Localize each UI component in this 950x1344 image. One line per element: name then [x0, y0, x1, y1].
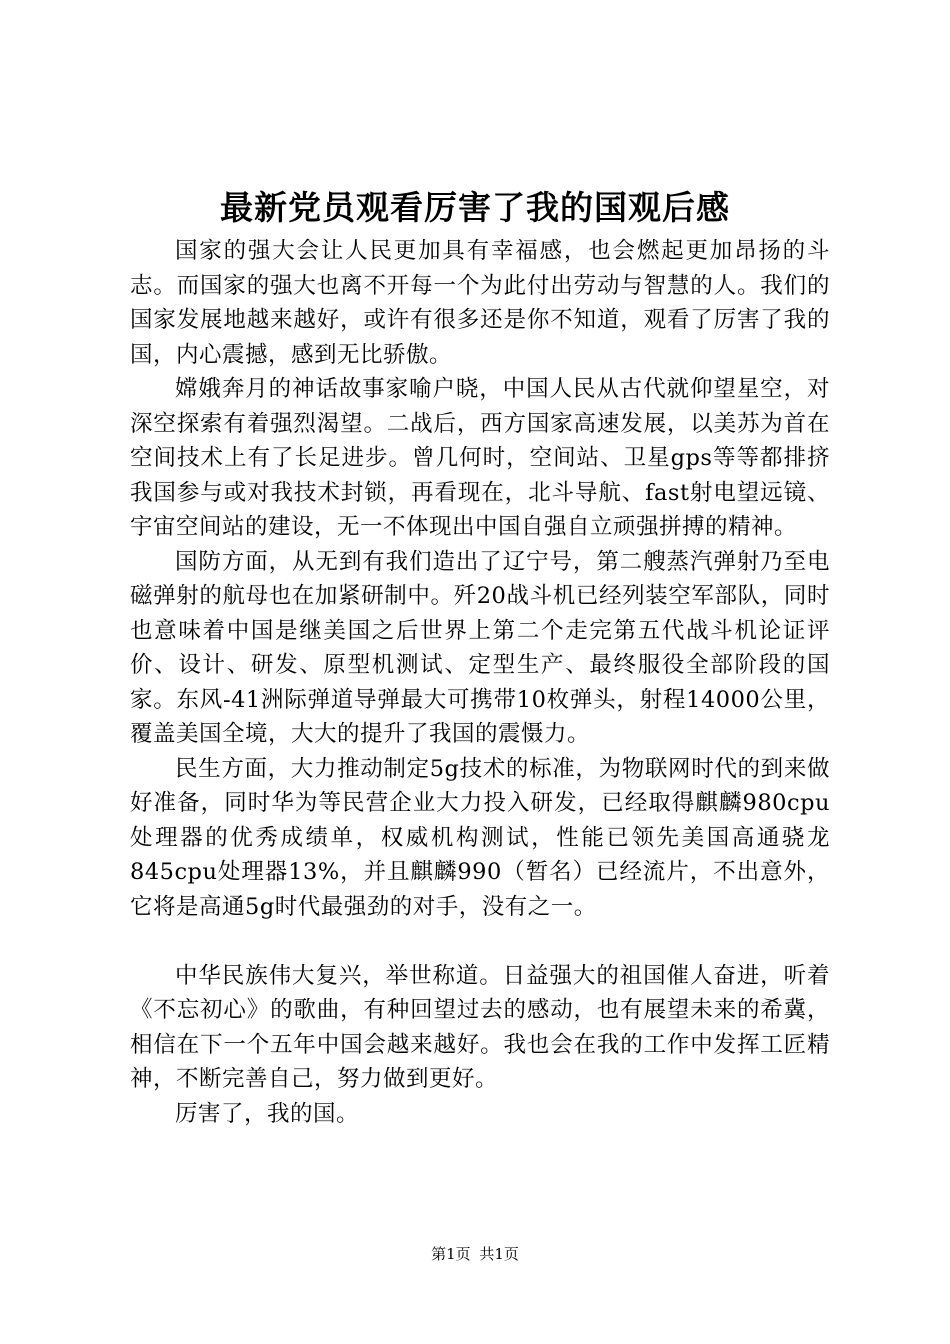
- paragraph-defense: 国防方面，从无到有我们造出了辽宁号，第二艘蒸汽弹射乃至电磁弹射的航母也在加紧研制中。歼20战斗机已经列装空军部队，同时也意味着中国是继美国之后世界上第二个走完第五代战斗机论证评价、设计、研发、原型机测试、定型生产、最终服役全部阶段的国家。东风-41洲际弹道导弹最大可携带10枚弹头，射程14000公里，覆盖美国全境，大大的提升了我国的震慑力。: [130, 548, 830, 747]
- page-total: 共1页: [479, 1245, 519, 1263]
- paragraph-conclusion: 中华民族伟大复兴，举世称道。日益强大的祖国催人奋进，听着《不忘初心》的歌曲，有种回望过去的感动，也有展望未来的希冀，相信在下一个五年中国会越来越好。我也会在我的工作中发挥工匠精神，不断完善自己，努力做到更好。: [130, 962, 830, 1092]
- paragraph-space: 嫦娥奔月的神话故事家喻户晓，中国人民从古代就仰望星空，对深空探索有着强烈渴望。二战后，西方国家高速发展，以美苏为首在空间技术上有了长足进步。曾几何时，空间站、卫星gps等等都排挤我国参与或对我技术封锁，再看现在，北斗导航、fast射电望远镜、宇宙空间站的建设，无一不体现出中国自强自立顽强拼搏的精神。: [130, 376, 830, 540]
- paragraph-livelihood: 民生方面，大力推动制定5g技术的标准，为物联网时代的到来做好准备，同时华为等民营企业大力投入研发，已经取得麒麟980cpu处理器的优秀成绩单，权威机构测试，性能已领先美国高通骁龙845cpu处理器13%，并且麒麟990（暂名）已经流片，不出意外，它将是高通5g时代最强劲的对手，没有之一。: [130, 755, 830, 920]
- document-body: [130, 234, 830, 1131]
- page-number: 第1页: [431, 1245, 471, 1263]
- document-title: 最新党员观看厉害了我的国观后感: [220, 188, 730, 227]
- paragraph-intro: 国家的强大会让人民更加具有幸福感，也会燃起更加昂扬的斗志。而国家的强大也离不开每一个为此付出劳动与智慧的人。我们的国家发展地越来越好，或许有很多还是你不知道，观看了厉害了我的国，内心震撼，感到无比骄傲。: [130, 238, 830, 368]
- paragraph-closing: 厉害了，我的国。: [175, 1100, 360, 1127]
- page-footer: [0, 1244, 950, 1264]
